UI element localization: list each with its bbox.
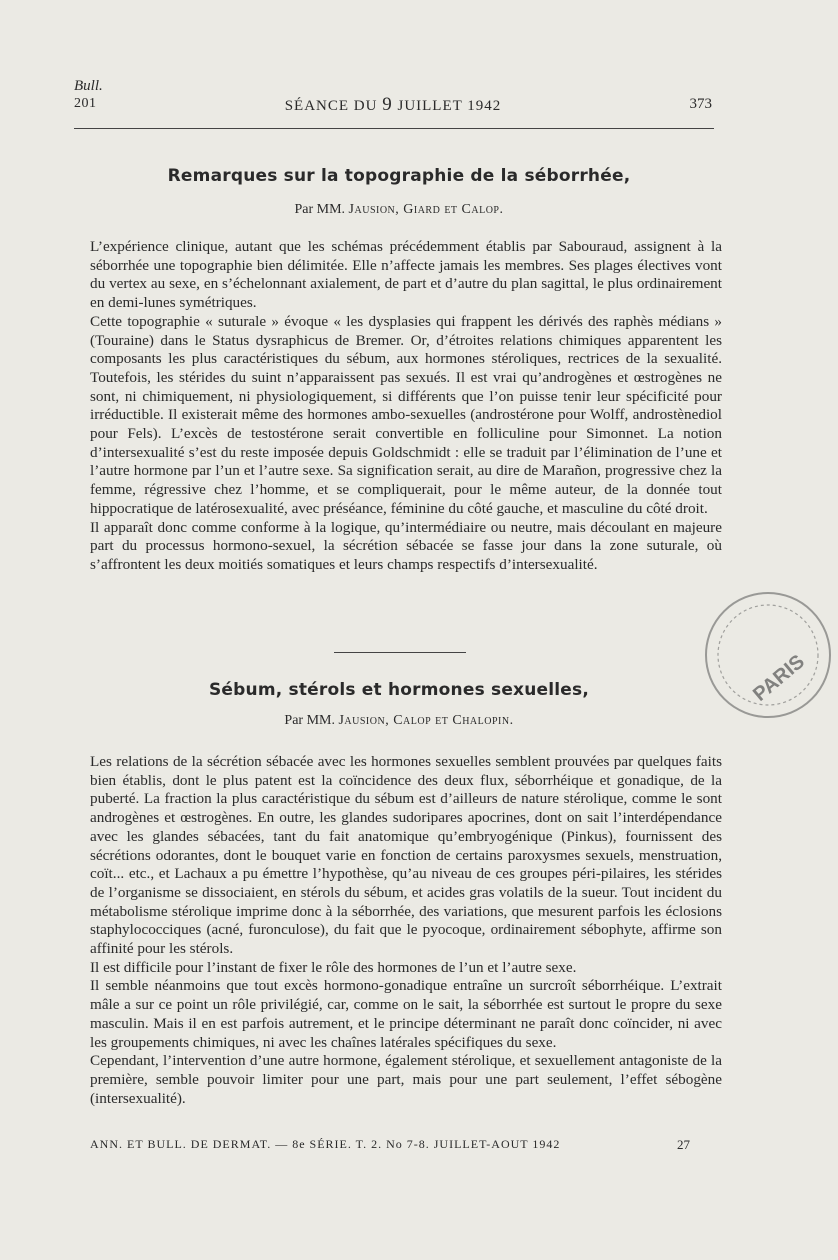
stamp-text: PARIS xyxy=(749,650,809,706)
article1-body xyxy=(90,238,722,575)
volume-number: 201 xyxy=(74,96,97,111)
article1-paragraph-2: Cette topographie « suturale » évoque « les dysplasies qui frappent les dérivés des raphès médians » (Touraine) dans le Status dysraphicus de Bremer. Or, d’étroites relations chimiques apparentent les composants les plus caractéristiques du sébum, aux hormones stéroliques, rectrices de la sexualité. Toutefois, les stérides du suint n’apparaissent pas sexués. Il est vrai qu’androgènes et œstrogènes ne sont, ni chimiquement, ni physiologiquement, si différents que l’on puisse tenir leur spécificité pour irréductible. Il existerait même des hormones ambo-sexuelles (androstérone pour Wolff, androstènediol pour Fels). L’excès de testostérone serait convertible en folliculine pour Simonnet. La notion d’intersexualité s’est du reste imposée depuis Goldschmidt : elle se traduit par l’élimination de l’une et l’autre hormone par l’un et l’autre sexe. Sa signification serait, au dire de Marañon, progressive chez la femme, régressive chez l’homme, et se compliquerait, pour le même auteur, de la donnée tout hippocratique de latérosexualité, avec préséance, féminine du côté gauche, et masculine du côté droit. xyxy=(90,312,722,517)
article1-paragraph-1: L’expérience clinique, autant que les schémas précédemment établis par Sabouraud, assignent à la séborrhée une topographie bien délimitée. Elle n’affecte jamais les membres. Ses plages électives vont du vertex au sexe, en s’échelonnant axialement, de part et d’autre du plan sagittal, le plus ordinairement en demi-lunes symétriques. xyxy=(90,238,722,312)
article1-paragraph-3: Il apparaît donc comme conforme à la logique, qu’intermédiaire ou neutre, mais découlant en majeure part du processus hormono-sexuel, la sécrétion sébacée se fasse jour dans la zone suturale, où s’affrontent les deux moitiés somatiques et leurs champs respectifs d’intersexualité. xyxy=(90,518,722,573)
session-prefix: SÉANCE DU xyxy=(284,98,383,114)
byline-prefix: Par MM. xyxy=(284,713,339,728)
footer-citation: ANN. ET BULL. DE DERMAT. — 8e SÉRIE. T. 2. No 7-8. JUILLET-AOUT 1942 xyxy=(90,1137,561,1151)
page-number: 373 xyxy=(689,96,712,112)
article2-paragraph-2: Il est difficile pour l’instant de fixer le rôle des hormones de l’un et l’autre sexe. xyxy=(90,958,577,976)
library-stamp xyxy=(688,580,838,730)
footer-page-number: 27 xyxy=(677,1137,690,1152)
article2-title: Sébum, stérols et hormones sexuelles, xyxy=(208,680,590,700)
article2-paragraph-3: Il semble néanmoins que tout excès hormono-gonadique entraîne un surcroît séborrhéique. L’extrait mâle a sur ce point un rôle privilégié, car, comme on le sait, la séborrhée est surtout le propre du sexe masculin. Mais il en est parfois autrement, et le principe déterminant ne paraît donc coïncider, ni avec les groupements chimiques, ni avec les chaînes latérales spécifiques du sexe. xyxy=(90,977,722,1051)
session-date xyxy=(74,94,712,116)
article2-authors: Jausion, Calop et Chalopin. xyxy=(338,713,514,728)
article2-body xyxy=(90,753,722,1108)
article1-authors: Jausion, Giard et Calop. xyxy=(348,202,504,217)
session-day: 9 xyxy=(382,94,393,115)
journal-abbreviation: Bull. xyxy=(74,78,103,94)
article2-byline xyxy=(74,713,724,729)
session-suffix: JUILLET 1942 xyxy=(392,98,502,114)
article2-paragraph-1: Les relations de la sécrétion sébacée avec les hormones sexuelles semblent prouvées par quelques faits bien établis, dont le plus patent est la coïncidence des deux flux, séborrhéique et gonadique, de la puberté. La fraction la plus caractéristique du sébum est d’ailleurs de nature stérolique, comme le sont androgènes et œstrogènes. En outre, les glandes sudoripares apocrines, dont on sait l’interdépendance avec les glandes sébacées, tant du fait anatomique qu’embryogénique (Pinkus), fournissent des sécrétions odorantes, dont le bouquet varie en fonction de certains paroxysmes sexuels, menstruation, coït... etc., et Lachaux a pu émettre l’hypothèse, qu’au niveau de ces groupes péri-pilaires, les stérides de l’organisme se dissociaient, en stérols du sébum, et acides gras volatils de la sueur. Tout incident du métabolisme stérolique imprime donc à la séborrhée, des variations, que mesurent parfois les éclosions staphylococciques (acné, furonculose), du fait que le pyocoque, ordinairement sébophyte, affirme son affinité pour les stérols. xyxy=(90,753,722,958)
header-rule xyxy=(74,128,714,129)
running-header xyxy=(74,94,712,118)
page-footer xyxy=(90,1137,690,1152)
section-divider xyxy=(334,652,466,653)
byline-prefix: Par MM. xyxy=(294,202,349,217)
article1-byline xyxy=(74,202,724,218)
article1-title: Remarques sur la topographie de la séborrhée, xyxy=(167,166,631,186)
article2-paragraph-4: Cependant, l’intervention d’une autre hormone, également stérolique, et sexuellement antagoniste de la première, semble pouvoir limiter pour une part, mais pour une part seulement, l’effet sébogène (intersexualité). xyxy=(90,1052,722,1107)
